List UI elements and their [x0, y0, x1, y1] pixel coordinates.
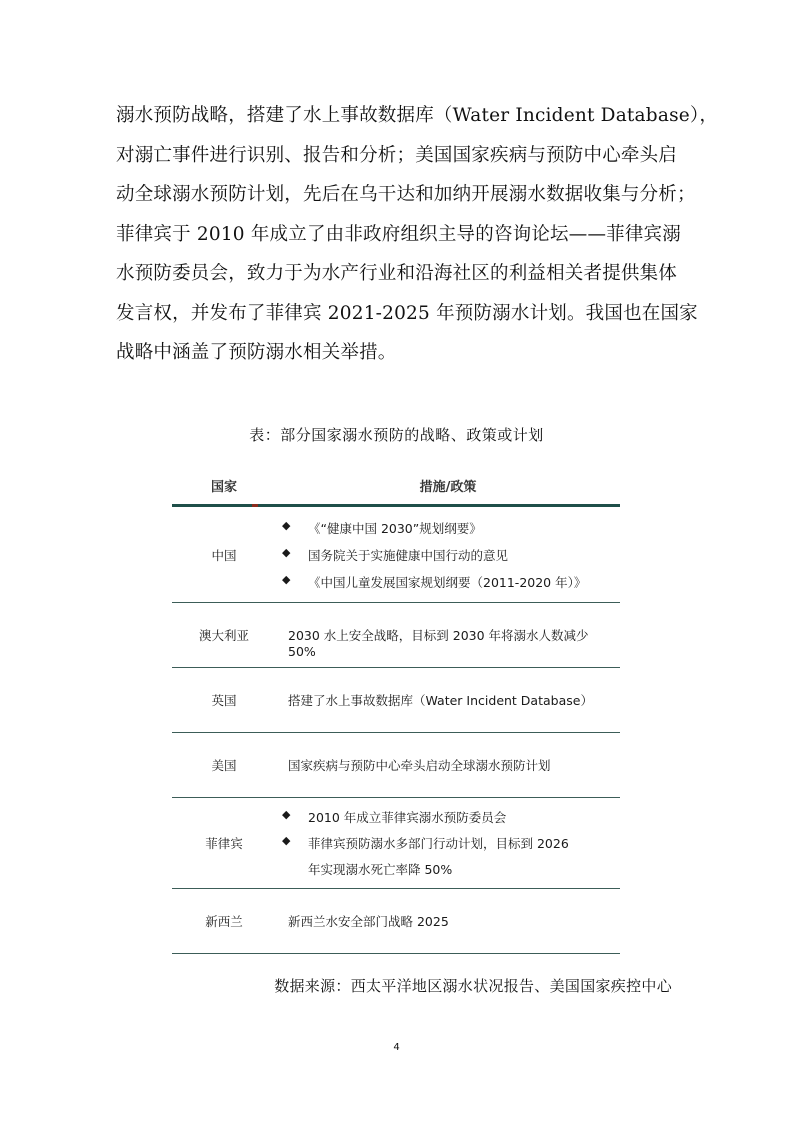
diamond-bullet-icon: ◆	[282, 546, 291, 559]
row-country: 新西兰	[205, 914, 243, 929]
list-item-continuation: 年实现溺水死亡率降 50%	[308, 862, 453, 877]
table-row	[172, 798, 620, 889]
row-country: 菲律宾	[205, 836, 243, 851]
list-item: ◆ 《中国儿童发展国家规划纲要（2011-2020 年）》	[282, 573, 587, 590]
row-country: 中国	[211, 547, 237, 563]
paragraph-line: 发言权，并发布了菲律宾 2021-2025 年预防溺水计划。我国也在国家	[116, 302, 698, 324]
list-item: ◆ 《“健康中国 2030”规划纲要》	[282, 519, 482, 536]
paragraph-line: 对溺亡事件进行识别、报告和分析；美国国家疾病与预防中心牵头启	[116, 144, 678, 166]
table-row	[172, 668, 620, 733]
row-measure: 国家疾病与预防中心牵头启动全球溺水预防计划	[288, 758, 551, 773]
list-item: ◆ 2010 年成立菲律宾溺水预防委员会	[282, 808, 507, 825]
table-row	[172, 889, 620, 954]
list-item: ◆ 菲律宾预防溺水多部门行动计划，目标到 2026	[282, 834, 569, 851]
row-country: 美国	[211, 758, 237, 773]
header-measures: 措施/政策	[419, 480, 477, 495]
paragraph-line: 战略中涵盖了预防溺水相关举措。	[116, 342, 397, 363]
diamond-bullet-icon: ◆	[282, 519, 291, 532]
paragraph-line: 菲律宾于 2010 年成立了由非政府组织主导的咨询论坛——菲律宾溺	[116, 223, 681, 245]
policy-table	[172, 468, 620, 954]
row-country: 英国	[211, 693, 237, 708]
page-number: 4	[393, 1042, 400, 1053]
table-row	[172, 507, 620, 603]
row-measure: 搭建了水上事故数据库（Water Incident Database）	[288, 693, 593, 708]
diamond-bullet-icon: ◆	[282, 834, 291, 847]
row-country: 澳大利亚	[198, 628, 249, 643]
data-source: 数据来源：西太平洋地区溺水状况报告、美国国家疾控中心	[274, 977, 672, 995]
paragraph-line: 水预防委员会，致力于为水产行业和沿海社区的利益相关者提供集体	[116, 263, 678, 284]
table-row	[172, 733, 620, 798]
diamond-bullet-icon: ◆	[282, 808, 291, 821]
body-paragraph	[116, 96, 719, 373]
table-header	[172, 468, 620, 504]
header-country: 国家	[210, 480, 237, 495]
table-row	[172, 603, 620, 668]
row-measure: 新西兰水安全部门战略 2025	[288, 914, 449, 929]
row-measure: 2030 水上安全战略，目标到 2030 年将溺水人数减少 50%	[288, 628, 589, 659]
paragraph-line: 溺水预防战略，搭建了水上事故数据库（Water Incident Database），	[116, 105, 719, 126]
diamond-bullet-icon: ◆	[282, 573, 291, 586]
paragraph-line: 动全球溺水预防计划，先后在乌干达和加纳开展溺水数据收集与分析；	[116, 184, 696, 205]
table-caption: 表：部分国家溺水预防的战略、政策或计划	[249, 426, 544, 444]
list-item: ◆ 国务院关于实施健康中国行动的意见	[282, 546, 509, 563]
